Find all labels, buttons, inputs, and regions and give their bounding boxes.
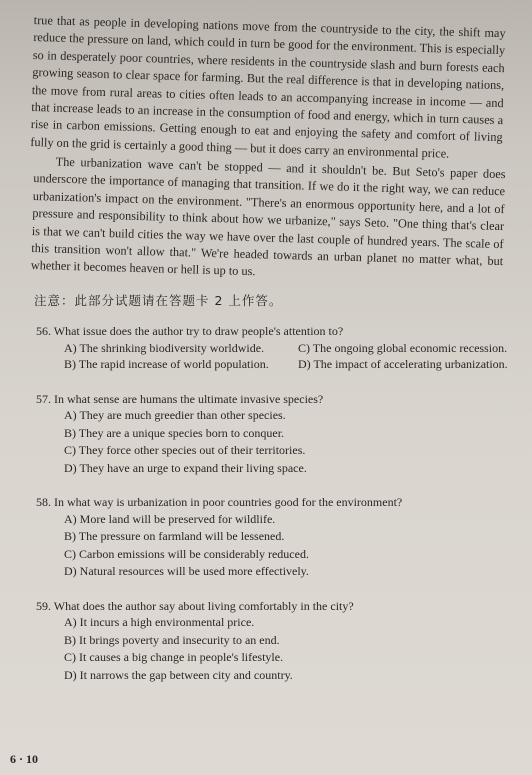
reading-passage [30, 12, 506, 279]
option: D) It narrows the gap between city and country. [64, 667, 293, 682]
option-list [64, 614, 506, 683]
option: B) The rapid increase of world population. [64, 357, 269, 372]
option-list [64, 407, 506, 476]
option: B) They are a unique species born to conquer. [64, 425, 285, 440]
option: B) The pressure on farmland will be lessened. [64, 529, 285, 544]
option-list [64, 340, 506, 373]
passage-paragraph: true that as people in developing nations move from the countryside to the city, the shift may reduce the pressure on land, which could in turn be good for the environment. This is especially so in desperately poor countries, where residents in the countryside slash and burn forests each growing season to clear space for farming. But the real difference is that in developing nations, the move from rural areas to cities often leads to an accompanying increase in income — and that increase leads to an increase in the consumption of food and energy, which in turn causes a rise in carbon emissions. Getting enough to eat and enjoying the safety and comfort of living fully on the grid is certainly a good thing — but it does carry an environmental price. [30, 12, 506, 161]
option: A) More land will be preserved for wildlife. [64, 511, 276, 526]
option: C) Carbon emissions will be considerably reduced. [64, 546, 309, 561]
option: C) They force other species out of their territories. [64, 443, 306, 458]
page-number: 6 · 10 [10, 752, 39, 766]
option: C) It causes a big change in people's lifestyle. [64, 650, 284, 665]
question-59 [34, 598, 506, 684]
answer-sheet-notice: 注意：此部分试题请在答题卡 2 上作答。 [34, 293, 283, 309]
option: A) They are much greedier than other species. [64, 408, 286, 423]
question-58 [34, 494, 506, 580]
option: D) They have an urge to expand their living space. [64, 460, 307, 475]
question-57 [34, 391, 506, 477]
option: B) It brings poverty and insecurity to an end. [64, 632, 280, 647]
question-stem: 59. What does the author say about living comfortably in the city? [36, 598, 354, 613]
option-list [64, 511, 506, 580]
question-stem: 57. In what sense are humans the ultimate invasive species? [36, 391, 324, 406]
passage-paragraph: The urbanization wave can't be stopped — and it shouldn't be. But Seto's paper does underscore the importance of managing that transition. If we do it the right way, we can reduce urbanization's impact on the environment. "There's an enormous opportunity here, and a lot of pressure and responsibility to think about how we urbanize," says Seto. "One thing that's clear is that we can't build cities the way we have over the last couple of hundred years. The scale of this transition won't allow that." We're headed towards an urban planet no matter what, but whether it becomes heaven or hell is up to us. [30, 154, 506, 279]
option: C) The ongoing global economic recession. [298, 340, 508, 355]
question-stem: 56. What issue does the author try to draw people's attention to? [36, 324, 344, 339]
question-stem: 58. In what way is urbanization in poor countries good for the environment? [36, 495, 403, 510]
question-56 [34, 323, 506, 373]
option: D) Natural resources will be used more effectively. [64, 564, 309, 579]
option: A) The shrinking biodiversity worldwide. [64, 340, 265, 355]
option: D) The impact of accelerating urbanization. [298, 357, 508, 372]
option: A) It incurs a high environmental price. [64, 615, 255, 630]
